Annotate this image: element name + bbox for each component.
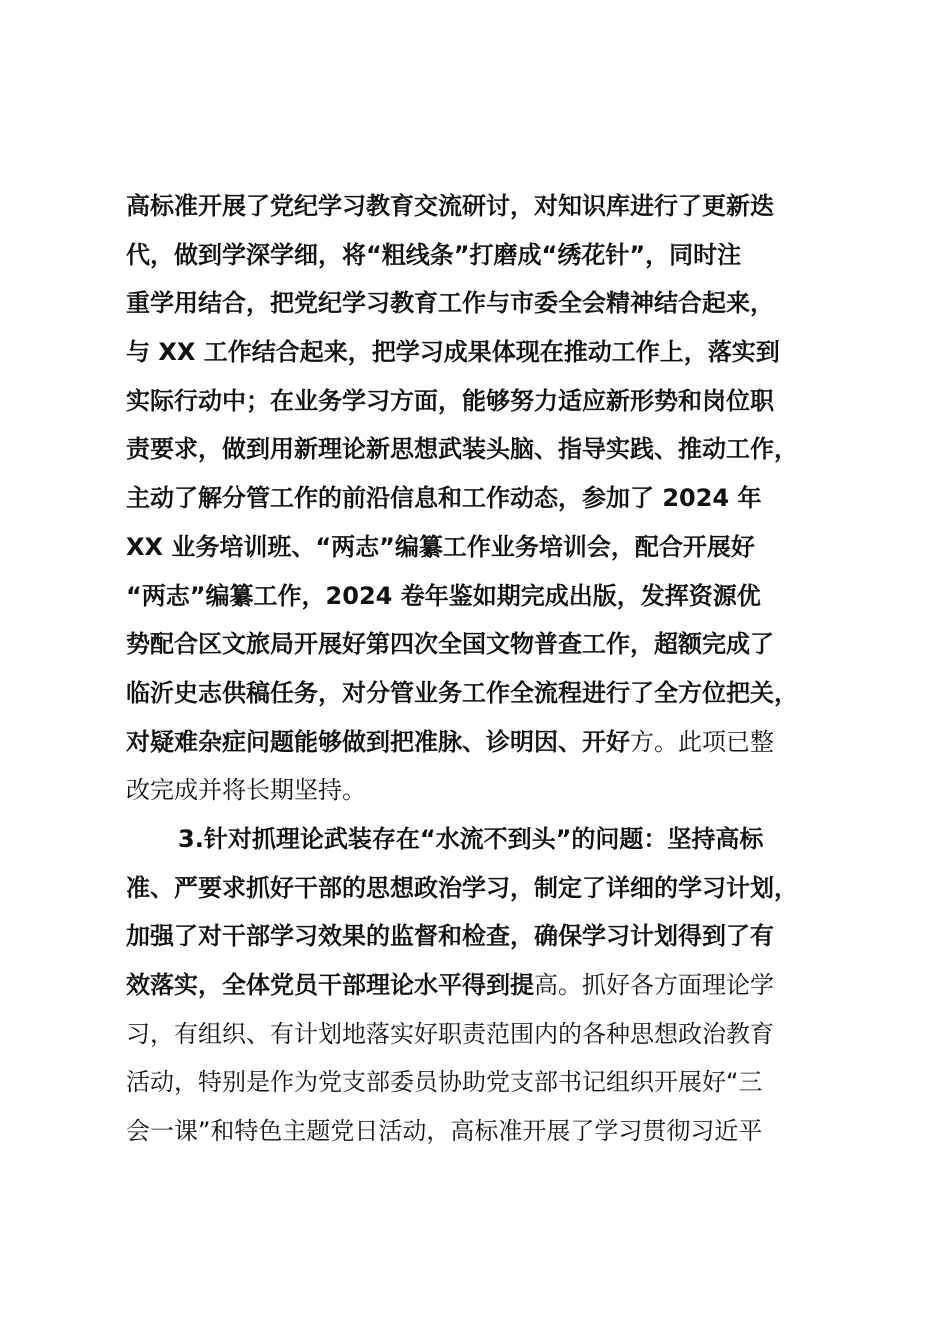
text-segment: 重学用结合，把党纪学习教育工作与市委全会精神结合起来， <box>126 289 774 318</box>
text-line <box>126 377 832 426</box>
text-line <box>126 766 832 815</box>
text-segment: 改完成并将长期坚持。 <box>126 776 366 805</box>
text-line <box>126 669 832 718</box>
text-line <box>126 718 832 767</box>
text-line <box>126 961 832 1010</box>
text-segment: 会一课”和特色主题党日活动，高标准开展了学习贯彻习近平 <box>126 1117 763 1146</box>
paragraph-first-line <box>126 815 832 864</box>
text-segment: 实际行动中；在业务学习方面，能够努力适应新形势和岗位职 <box>126 386 774 415</box>
text-line <box>126 1058 832 1107</box>
text-line <box>126 864 832 913</box>
text-line <box>126 912 832 961</box>
text-segment: XX 业务培训班、“两志”编纂工作业务培训会，配合开展好 <box>126 532 755 561</box>
text-line <box>126 572 832 621</box>
text-segment: 方。此项已整 <box>630 727 774 756</box>
text-segment: 代，做到学深学细，将“粗线条”打磨成“绣花针”，同时注 <box>126 240 742 269</box>
text-segment: 3.针对抓理论武装存在“水流不到头”的问题：坚持高标 <box>178 824 764 853</box>
text-segment: 高标准开展了党纪学习教育交流研讨，对知识库进行了更新迭 <box>126 192 774 220</box>
text-line <box>126 328 832 377</box>
text-line <box>126 231 832 280</box>
text-segment: 高。抓好各方面理论学 <box>534 971 774 999</box>
text-line <box>126 474 832 523</box>
text-segment: 效落实，全体党员干部理论水平得到提 <box>126 971 534 999</box>
text-line <box>126 620 832 669</box>
text-line <box>126 523 832 572</box>
text-segment: 对疑难杂症问题能够做到把准脉、诊明因、开好 <box>126 727 630 756</box>
document-body <box>126 182 832 1156</box>
text-segment: 习，有组织、有计划地落实好职责范围内的各种思想政治教育 <box>126 1019 774 1048</box>
text-line <box>126 279 832 328</box>
text-line <box>126 1107 832 1156</box>
text-line <box>126 1010 832 1059</box>
text-segment: 责要求，做到用新理论新思想武装头脑、指导实践、推动工作， <box>126 435 798 464</box>
text-line <box>126 182 832 231</box>
text-segment: 主动了解分管工作的前沿信息和工作动态，参加了 2024 年 <box>126 484 762 513</box>
text-segment: “两志”编纂工作，2024 卷年鉴如期完成出版，发挥资源优 <box>126 581 761 610</box>
text-segment: 临沂史志供稿任务，对分管业务工作全流程进行了全方位把关， <box>126 678 798 707</box>
text-segment: 活动，特别是作为党支部委员协助党支部书记组织开展好“三 <box>126 1068 763 1097</box>
text-segment: 加强了对干部学习效果的监督和检查，确保学习计划得到了有 <box>126 922 774 951</box>
text-segment: 势配合区文旅局开展好第四次全国文物普查工作，超额完成了 <box>126 630 774 659</box>
text-segment: 准、严要求抓好干部的思想政治学习，制定了详细的学习计划， <box>126 873 798 902</box>
text-line <box>126 425 832 474</box>
text-segment: 与 XX 工作结合起来，把学习成果体现在推动工作上，落实到 <box>126 338 780 367</box>
